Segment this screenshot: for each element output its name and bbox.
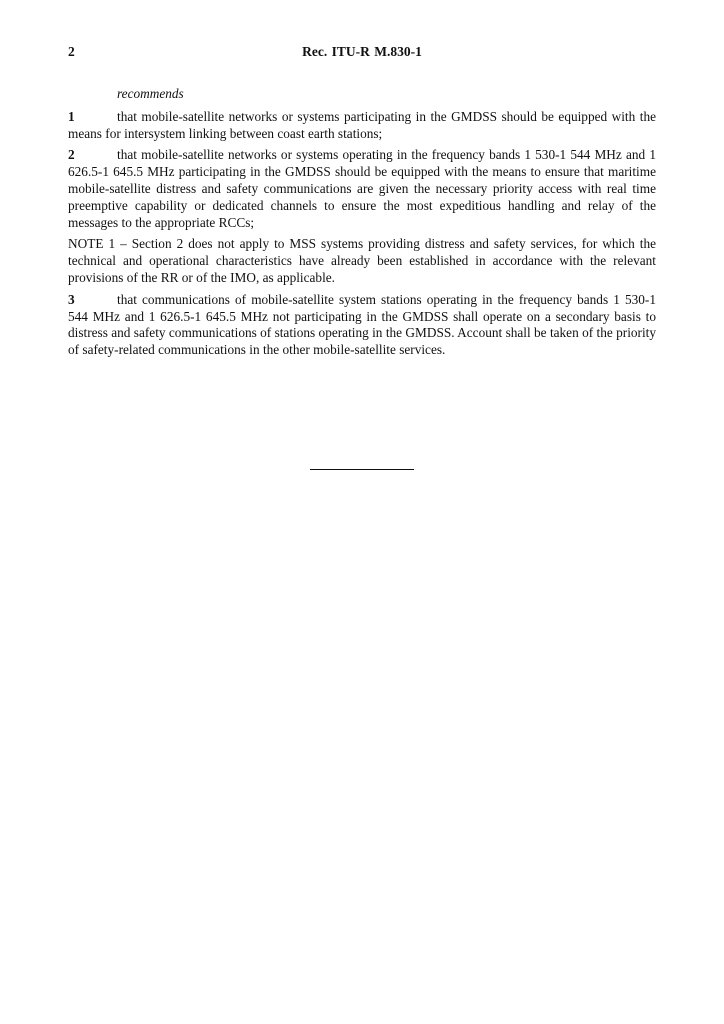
item-text: that communications of mobile-satellite system stations operating in the frequency bands 1 530-1 544 MHz and 1 626.5-1 645.5 MHz not participating in the GMDSS shall operate on a secondary basis to distress and safety communications of stations operating in the GMDSS. Account shall be taken of the priority of safety-related communications in the other mobile-satellite services. (68, 291, 656, 358)
item-number: 3 (68, 291, 75, 307)
document-body (68, 86, 656, 364)
item-number: 1 (68, 108, 75, 124)
page-number: 2 (68, 44, 75, 59)
item-text: that mobile-satellite networks or systems operating in the frequency bands 1 530-1 544 MHz and 1 626.5-1 645.5 MHz participating in the GMDSS should be equipped with the means to ensure that maritime mobile-satellite distress and safety communications are given the necessary priority access with real time preemptive capability or dedicated channels to ensure the most expeditious handling and relay of the messages to the appropriate RCCs; (68, 147, 656, 230)
page-header (68, 44, 656, 62)
recommendation-item (68, 147, 656, 231)
recommendation-item (68, 292, 656, 359)
end-rule (310, 469, 414, 470)
running-title: Rec. ITU-R M.830-1 (302, 44, 422, 59)
note-text: NOTE 1 – Section 2 does not apply to MSS systems providing distress and safety services, for which the technical and operational characteristics have already been established in accordance with the relevant provisions of the RR or of the IMO, as applicable. (68, 236, 656, 285)
recommendation-item (68, 109, 656, 143)
section-label: recommends (117, 86, 184, 101)
item-text: that mobile-satellite networks or systems participating in the GMDSS should be equipped with the means for intersystem linking between coast earth stations; (68, 108, 656, 141)
item-number: 2 (68, 147, 75, 163)
note-paragraph (68, 236, 656, 286)
